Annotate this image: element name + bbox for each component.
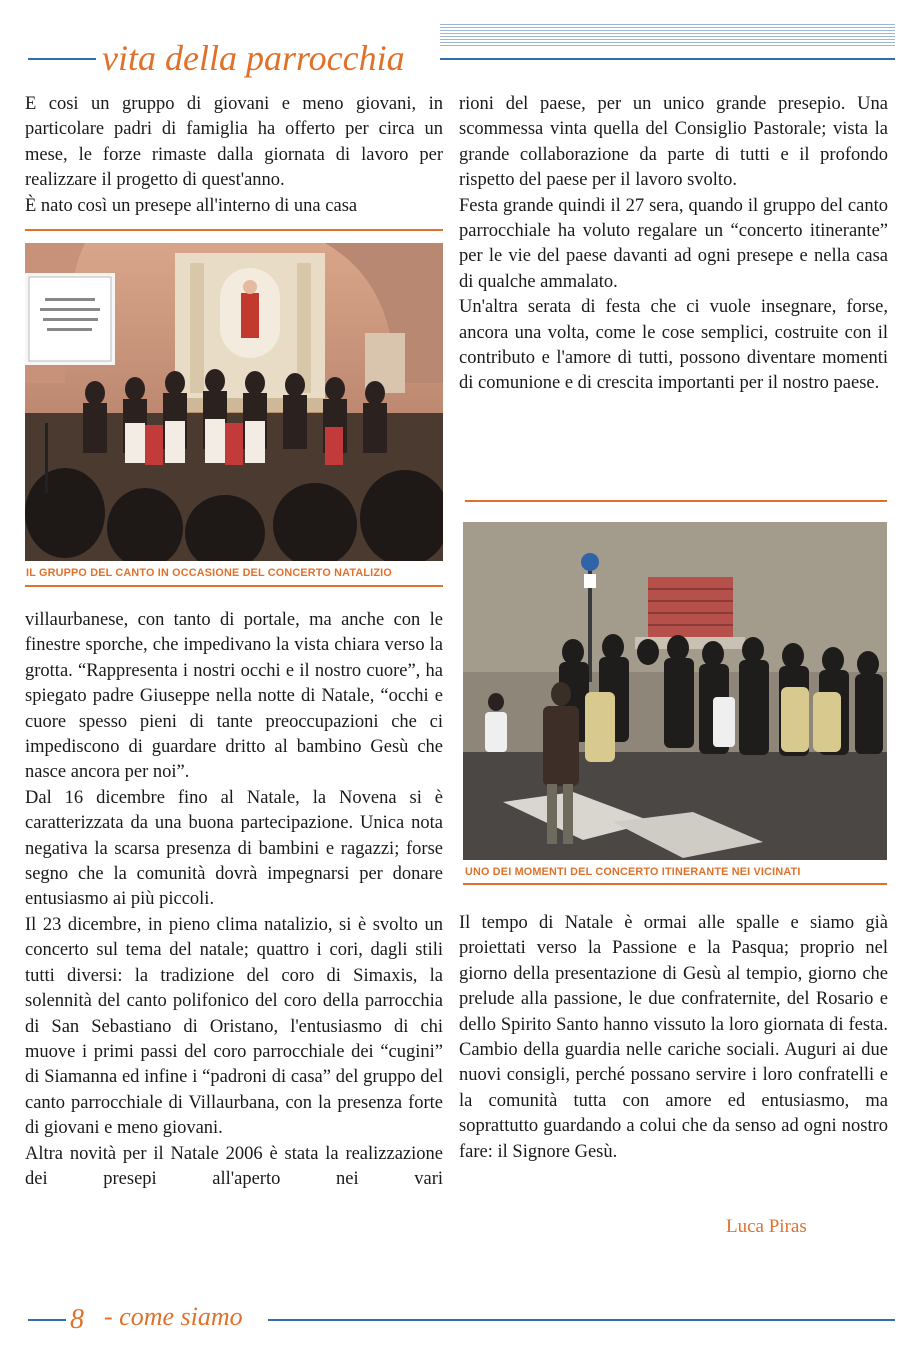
photo-caption: IL GRUPPO DEL CANTO IN OCCASIONE DEL CONCERTO NATALIZIO [26, 567, 392, 579]
paragraph: Altra novità per il Natale 2006 è stata la realizzazione dei presepi all'aperto nei vari [25, 1143, 443, 1189]
photo-caption: UNO DEI MOMENTI DEL CONCERTO ITINERANTE NEI VICINATI [465, 866, 801, 878]
left-column-top [25, 92, 443, 219]
header-stripes [440, 24, 895, 46]
footer-rule-left [28, 1319, 66, 1321]
street-concert-photo [463, 522, 887, 860]
paragraph: Il 23 dicembre, in pieno clima natalizio, si è svolto un concerto sul tema del natale; quattro i cori, dagli stili tutti diversi: la tradizione del coro di Simaxis, la solennità del canto polifonico del coro della parrocchia di San Sebastiano di Oristano, l'entusiasmo di chi muove i primi passi del coro parrocchiale dei “cugini” di Siamanna ed infine i “padroni di casa” del gruppo del canto parrocchiale di Villaurbana, con la presenza forte di giovani e meno giovani. [25, 914, 443, 1139]
paragraph: Il tempo di Natale è ormai alle spalle e siamo già proiettati verso la Passione e la Pasqua; proprio nel giorno della presentazione di Gesù al tempio, giorno che prelude alla passione, le due confraternite, del Rosario e dello Spirito Santo hanno vissuto la loro giornata di festa. Cambio della guardia nelle cariche sociali. Auguri ai due nuovi consigli, perché possano servire i loro confratelli e la comunità tutta con amore ed entusiasmo, ma soprattutto guardando a colui che da senso ad ogni nostro fare: il Signore Gesù. [459, 913, 888, 1162]
divider [25, 229, 443, 231]
header-rule-right [440, 58, 895, 60]
author-signature: Luca Piras [726, 1216, 807, 1237]
paragraph: È nato così un presepe all'interno di una casa [25, 195, 358, 216]
paragraph: Festa grande quindi il 27 sera, quando il gruppo del canto parrocchiale ha voluto regalare un “concerto itinerante” per le vie del paese davanti ad ogni presepe e nella casa di qualche ammalato. [459, 195, 888, 292]
section-title: vita della parrocchia [102, 38, 405, 78]
divider [25, 585, 443, 587]
right-column-top [459, 92, 888, 397]
left-column-bottom [25, 608, 443, 1192]
paragraph: Un'altra serata di festa che ci vuole insegnare, forse, ancora una volta, come le cose semplici, costruite con il contributo e l'amore di tutti, possono diventare momenti di comunione e di crescita importanti per il nostro paese. [459, 297, 888, 394]
paragraph: Dal 16 dicembre fino al Natale, la Novena si è caratterizzata da una buona partecipazione. Unica nota negativa la scarsa presenza di bambini e ragazzi; forse segno che la comunità dovrà impegnarsi per donare entusiasmo ai più piccoli. [25, 787, 443, 910]
paragraph: E cosi un gruppo di giovani e meno giovani, in particolare padri di famiglia ha offerto per circa un mese, le forze rimaste dalla giornata di lavoro per realizzare il progetto di quest'anno. [25, 94, 443, 191]
choir-concert-photo [25, 243, 443, 561]
divider [465, 500, 887, 502]
publication-name: - come siamo [104, 1302, 243, 1331]
page-number: 8 [70, 1304, 84, 1335]
footer-rule-right [268, 1319, 895, 1321]
divider [463, 883, 887, 885]
paragraph: villaurbanese, con tanto di portale, ma anche con le finestre sporche, che impedivano la vista chiara verso la grotta. “Rappresenta i nostri occhi e il nostro cuore”, ha spiegato padre Giuseppe nella notte di Natale, “occhi e cuore spesso pieni di tante preoccupazioni che ci impediscono di guardare dritto al bambino Gesù che nasce ancora per noi”. [25, 610, 443, 783]
right-column-bottom [459, 911, 888, 1165]
paragraph: rioni del paese, per un unico grande presepio. Una scommessa vinta quella del Consiglio Pastorale; vista la grande collaborazione da parte di tutti e il profondo rispetto del paese per il lavoro svolto. [459, 94, 888, 191]
header-rule-left [28, 58, 96, 60]
